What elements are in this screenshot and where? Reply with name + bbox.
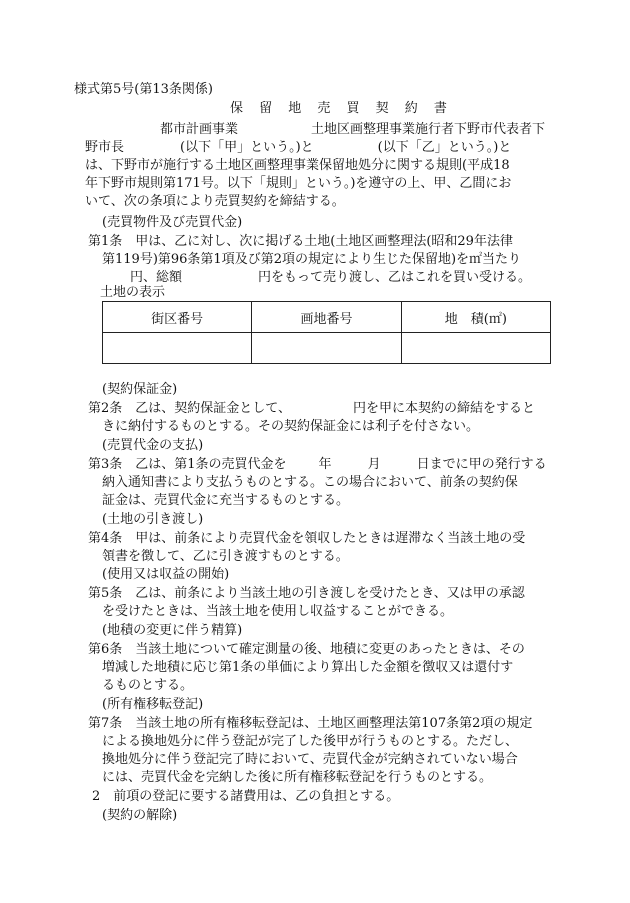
land-table-cell-lot [252,333,401,364]
article-4-line-2: 領書を徴して、乙に引き渡すものとする。 [102,549,349,564]
article-7-line-4: には、売買代金を完納した後に所有権移転登記を行うものとする。 [102,770,493,785]
article-5-line-2: を受けたときは、当該土地を使用し収益することができる。 [102,604,454,619]
article-3-day: 日までに甲の発行する [416,457,547,472]
article-2-heading: (契約保証金) [102,382,178,397]
intro-line-4: 年下野市規則第171号。以下「規則」という。)を遵守の上、甲、乙間にお [85,176,512,191]
article-8-heading: (契約の解除) [102,808,178,823]
intro-party-b: (以下「乙」という。)と [377,140,512,155]
land-table-header-block: 街区番号 [103,302,252,333]
article-2-line-1 [88,401,535,417]
article-3-month: 月 [367,457,381,472]
intro-party-a: (以下「甲」という。)と [180,140,314,155]
article-7-line-3: 換地処分に伴う登記完了時において、売買代金が完納されていない場合 [102,752,518,767]
article-6-line-1: 第6条 当該土地について確定測量の後、地積に変更のあったときは、その [88,642,525,657]
land-table-header-lot: 画地番号 [252,302,401,333]
article-4-heading: (土地の引き渡し) [102,512,204,527]
article-6-heading: (地積の変更に伴う精算) [102,623,243,638]
article-7-line-2: による換地処分に伴う登記が完了した後甲が行うものとする。ただし、 [102,734,519,749]
intro-mayor: 野市長 [85,140,125,155]
article-1-line-3 [130,270,531,286]
article-2-deposit: 第2条 乙は、契約保証金として、 [88,401,292,416]
land-table [102,301,551,364]
article-1-line-2: 第119号)第96条第1項及び第2項の規定により生じた保留地)を㎡当たり [102,252,522,267]
table-row [103,333,551,364]
article-7-heading: (所有権移転登記) [102,697,204,712]
land-table-cell-area [401,333,550,364]
intro-project: 都市計画事業 [160,122,239,137]
article-2-deposit-yen: 円を甲に本契約の締結をすると [353,401,536,416]
intro-line-5: いて、次の条項により売買契約を締結する。 [85,194,345,209]
land-table-cell-block [103,333,252,364]
article-5-heading: (使用又は収益の開始) [102,567,230,582]
article-3-heading: (売買代金の支払) [102,438,204,453]
article-1-total: 円をもって売り渡し、乙はこれを買い受ける。 [258,270,532,285]
article-6-line-2: 増減した地積に応じ第1条の単価により算出した金額を徴収又は還付す [102,660,514,675]
preamble [85,121,560,211]
article-3-price: 第3条 乙は、第1条の売買代金を [88,457,287,472]
article-6-line-3: るものとする。 [102,678,194,693]
intro-line-3: は、下野市が施行する土地区画整理事業保留地処分に関する規則(平成18 [85,158,510,173]
article-1-line-1: 第1条 甲は、乙に対し、次に掲げる土地(土地区画整理法(昭和29年法律 [88,234,513,249]
land-table-title: 土地の表示 [100,285,166,300]
intro-implementer: 土地区画整理事業施行者下野市代表者下 [311,122,546,137]
article-1-unit-price: 円、総額 [130,270,183,285]
article-3-year: 年 [318,457,332,472]
land-table-header-area: 地 積(㎡) [401,302,550,333]
article-3-line-3: 証金は、売買代金に充当するものとする。 [102,493,350,508]
form-number: 様式第5号(第13条関係) [74,82,213,97]
article-5-line-1: 第5条 乙は、前条により当該土地の引き渡しを受けたとき、又は甲の承認 [88,586,525,601]
article-7-line-1: 第7条 当該土地の所有権移転登記は、土地区画整理法第107条第2項の規定 [88,716,533,731]
document-title: 保 留 地 売 買 契 約 書 [230,101,453,116]
article-1-heading: (売買物件及び売買代金) [102,215,243,230]
article-2-line-2: きに納付するものとする。その契約保証金には利子を付さない。 [102,419,480,434]
article-3-line-2: 納入通知書により支払うものとする。この場合において、前条の契約保 [102,475,518,490]
article-3-line-1 [88,457,547,473]
article-4-line-1: 第4条 甲は、前条により売買代金を領収したときは遅滞なく当該土地の受 [88,531,526,546]
article-7-paragraph-2: 2 前項の登記に要する諸費用は、乙の負担とする。 [92,789,400,804]
